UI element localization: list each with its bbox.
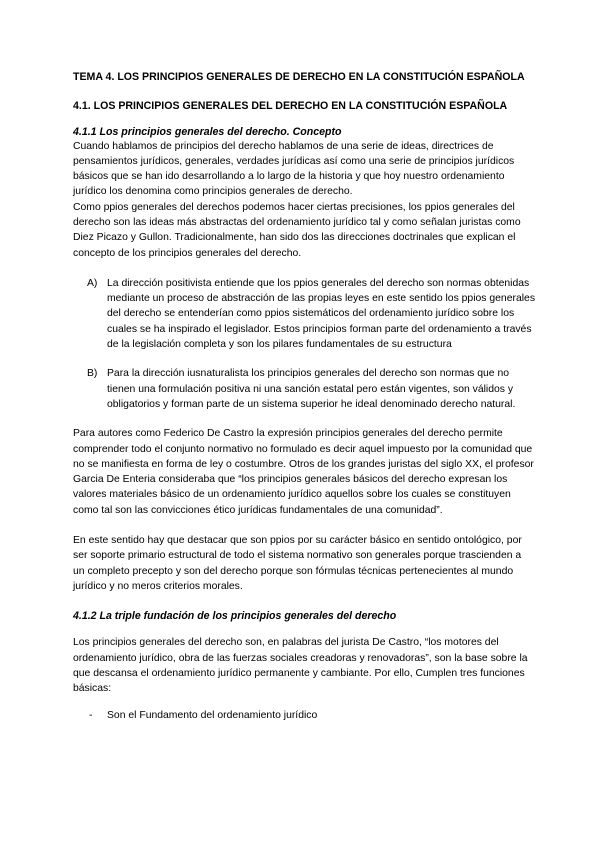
list-item <box>73 366 535 412</box>
subsection-1-title: 4.1.1 Los principios generales del derecho. Concepto <box>73 125 342 138</box>
subsection-2-paragraph-1: Los principios generales del derecho son, en palabras del jurista De Castro, “los motores del ordenamiento jurídico, obra de las fuerzas sociales creadoras y renovadoras”, son la base sobre la que descansa el ordenamiento jurídico permanente y cambiante. Por ello, Cumplen tres funciones básicas: <box>73 637 528 695</box>
list-marker: A) <box>87 277 98 289</box>
bullet-marker: - <box>89 710 93 722</box>
document-page <box>73 70 535 724</box>
bullet-item <box>73 708 535 723</box>
bullet-item-text: Son el Fundamento del ordenamiento jurídico <box>107 710 318 722</box>
doctrine-list <box>73 276 535 412</box>
document-title: TEMA 4. LOS PRINCIPIOS GENERALES DE DERECHO EN LA CONSTITUCIÓN ESPAÑOLA <box>73 71 525 83</box>
subsection-1-paragraph-3: Para autores como Federico De Castro la expresión principios generales del derecho permite comprender todo el conjunto normativo no formulado es decir aquel impuesto por la comunidad que no se manifiesta en forma de ley o costumbre. Otros de los grandes juristas del siglo XX, el profesor Garcia De Enteria consideraba que “los principios generales básicos del derecho expresan los valores materiales básico de un ordenamiento jurídico aquellos sobre los cuales se constituyen como tal son las convicciones ético jurídicas fundamentales de una comunidad”. <box>73 428 534 516</box>
subsection-1-paragraph-1: Cuando hablamos de principios del derecho hablamos de una serie de ideas, directrices de pensamientos jurídicos, generales, verdades jurídicas así como una serie de principios jurídicos básicos que se han ido desarrollando a lo largo de la historia y que hoy nuestro ordenamiento jurídico los denomina como principios generales de derecho. <box>73 140 515 198</box>
section-title: 4.1. LOS PRINCIPIOS GENERALES DEL DERECHO EN LA CONSTITUCIÓN ESPAÑOLA <box>73 99 508 112</box>
list-marker: B) <box>87 368 98 380</box>
list-item-text: La dirección positivista entiende que los ppios generales del derecho son normas obtenidas mediante un proceso de abstracción de las propias leyes en este sentido los ppios generales del derecho se entenderían como ppios sistemáticos del ordenamiento jurídico sobre los cuales se ha inspirado el legislador. Estos principios forman parte del ordenamiento a través de la legislación completa y son los pilares fundamentales de su estructura <box>107 277 536 351</box>
list-item <box>73 276 535 352</box>
subsection-1-paragraph-4: En este sentido hay que destacar que son ppios por su carácter básico en sentido ontológico, por ser soporte primario estructural de todo el sistema normativo son generales porque trascienden a un completo precepto y son del derecho porque son fórmulas técnicas pertenecientes al mundo jurídico y no meros criterios morales. <box>73 535 522 592</box>
subsection-2-title: 4.1.2 La triple fundación de los principios generales del derecho <box>73 610 397 623</box>
subsection-1-paragraph-2: Como ppios generales del derechos podemos hacer ciertas precisiones, los ppios generales del derecho son las ideas más abstractas del ordenamiento jurídico tal y como señalan juristas como Diez Picazo y Gullon. Tradicionalmente, han sido dos las direcciones doctrinales que explican el concepto de los principios generales del derecho. <box>73 201 521 259</box>
list-item-text: Para la dirección iusnaturalista los principios generales del derecho son normas que no tienen una formulación positiva ni una sanción estatal pero están vigentes, son válidos y obligatorios y forman parte de un sistema superior he ideal denominado derecho natural. <box>107 368 516 410</box>
